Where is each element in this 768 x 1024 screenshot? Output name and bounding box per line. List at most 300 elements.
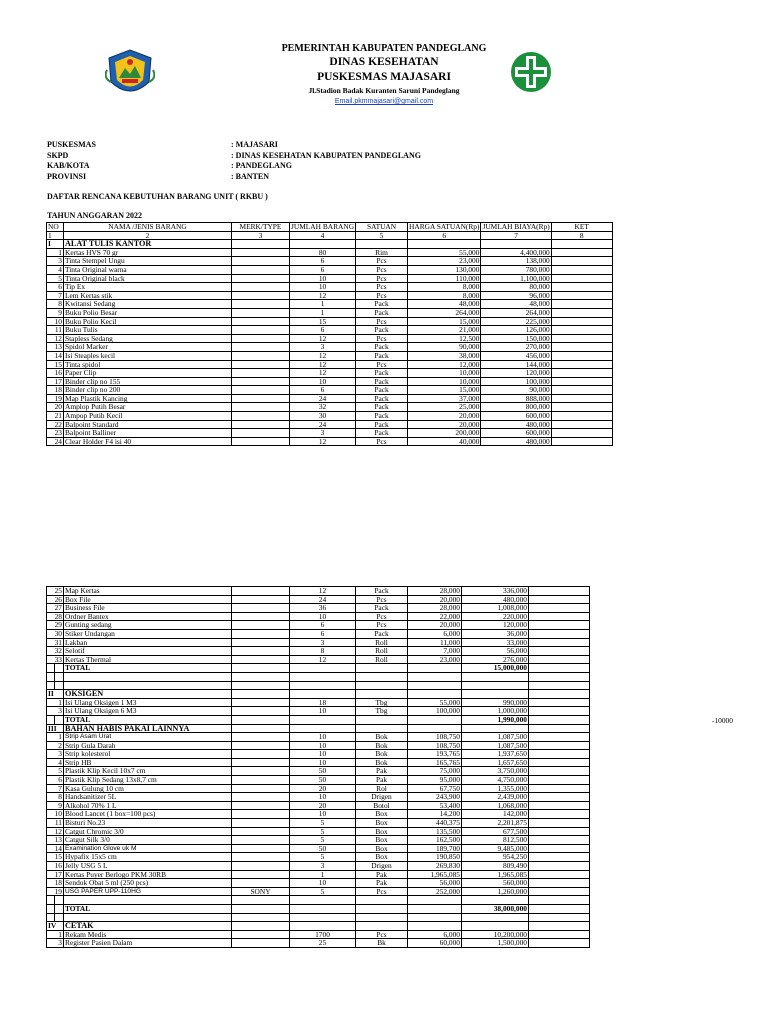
item-row [47, 698, 590, 707]
table-cell: Box [356, 853, 408, 862]
table-cell [356, 690, 408, 699]
item-row [47, 870, 590, 879]
table-cell [551, 291, 612, 300]
table-cell: 80 [290, 248, 356, 257]
table-cell: 150,000 [481, 334, 551, 343]
table-cell [232, 386, 290, 395]
table-cell: 21,000 [408, 326, 481, 335]
table-cell: 75,000 [408, 767, 462, 776]
table-cell: 10 [290, 707, 356, 716]
item-row [47, 621, 590, 630]
table-cell: 12 [290, 360, 356, 369]
table-cell: 5 [290, 853, 356, 862]
table-cell [47, 715, 55, 724]
item-row [47, 767, 590, 776]
table-cell: 25 [47, 587, 64, 596]
item-row [47, 853, 590, 862]
table-cell [232, 334, 290, 343]
table-cell: 23 [47, 429, 64, 438]
table-cell: Box [356, 844, 408, 853]
table-cell [529, 784, 590, 793]
table-cell [356, 672, 408, 681]
table-cell: 1 [290, 300, 356, 309]
table-cell [356, 240, 408, 249]
table-cell: Pack [356, 629, 408, 638]
table-cell [232, 291, 290, 300]
table-cell: 9,485,000 [462, 844, 529, 853]
table-cell [232, 862, 290, 871]
table-cell: 36,000 [462, 629, 529, 638]
table-cell [529, 715, 590, 724]
table-cell [232, 638, 290, 647]
table-cell [529, 904, 590, 913]
table-cell: 12 [290, 587, 356, 596]
side-note: -10000 [712, 716, 733, 726]
table-cell: 1 [47, 930, 64, 939]
table-cell [529, 724, 590, 733]
table-cell: 16 [47, 862, 64, 871]
table-cell: 5 [47, 274, 64, 283]
table-cell: 10 [290, 879, 356, 888]
table-cell: Strip HB [64, 758, 232, 767]
table-cell [551, 351, 612, 360]
table-cell: Bok [356, 750, 408, 759]
table-cell: Pack [356, 604, 408, 613]
table-cell: 12 [290, 351, 356, 360]
table-cell [529, 930, 590, 939]
item-row [47, 879, 590, 888]
table-cell: Alkohol 70% 1 L [64, 801, 232, 810]
table-cell: SONY [232, 887, 290, 896]
table-cell: 252,000 [408, 887, 462, 896]
table-cell: 1 [290, 308, 356, 317]
table-cell [232, 681, 290, 690]
table-cell: Pack [356, 369, 408, 378]
table-cell: Gunting sedang [64, 621, 232, 630]
table-cell: ALAT TULIS KANTOR [64, 240, 232, 249]
col-header: JUMLAH BARANG [291, 222, 355, 231]
table-cell: Pack [356, 394, 408, 403]
item-row [47, 403, 613, 412]
table-cell: Lem Kertas stik [64, 291, 232, 300]
table-cell: 1,087,500 [462, 741, 529, 750]
table-cell: 3 [47, 257, 64, 266]
table-cell [232, 939, 290, 948]
table-cell: 12 [290, 291, 356, 300]
table-cell: Map Kertas [64, 587, 232, 596]
document-title: DAFTAR RENCANA KEBUTUHAN BARANG UNIT ( RKBU ) [47, 192, 268, 201]
rkbu-table-page1 [46, 222, 613, 446]
table-cell: Catgut Chromic 3/0 [64, 827, 232, 836]
table-cell: Box [356, 827, 408, 836]
table-cell: 11 [47, 326, 64, 335]
table-cell: 20,000 [408, 412, 481, 421]
table-cell [529, 698, 590, 707]
table-cell: 5 [290, 836, 356, 845]
table-cell: 1,260,000 [462, 887, 529, 896]
table-cell: Lakban [64, 638, 232, 647]
table-cell: 2,201,875 [462, 819, 529, 828]
table-cell: 10 [290, 810, 356, 819]
table-cell [462, 896, 529, 905]
table-cell: 264,000 [481, 308, 551, 317]
table-cell: 1 [290, 870, 356, 879]
table-cell [232, 300, 290, 309]
info-value: : MAJASARI [231, 140, 278, 149]
table-cell: 12 [47, 334, 64, 343]
table-cell [356, 715, 408, 724]
table-cell: II [47, 690, 64, 699]
table-cell [290, 681, 356, 690]
table-cell: 16 [47, 369, 64, 378]
table-cell [551, 360, 612, 369]
table-cell [55, 715, 64, 724]
item-row [47, 810, 590, 819]
table-cell: 20,000 [408, 595, 462, 604]
table-cell [232, 810, 290, 819]
table-cell: Isi Steaples kecil [64, 351, 232, 360]
table-cell [290, 690, 356, 699]
table-cell: Pack [356, 403, 408, 412]
table-cell [551, 317, 612, 326]
table-cell [356, 664, 408, 673]
table-cell: 193,765 [408, 750, 462, 759]
table-cell [232, 879, 290, 888]
table-cell: 110,000 [408, 274, 481, 283]
table-cell: Pcs [356, 612, 408, 621]
table-cell [356, 681, 408, 690]
table-cell: USG PAPER UPP-110HG [64, 887, 232, 896]
table-cell [529, 707, 590, 716]
item-row [47, 793, 590, 802]
item-row [47, 758, 590, 767]
item-row [47, 291, 613, 300]
table-cell: 1,965,085 [408, 870, 462, 879]
table-cell: Pack [356, 343, 408, 352]
table-cell: 56,000 [462, 647, 529, 656]
table-cell: Catgut Silk 3/0 [64, 836, 232, 845]
table-cell [551, 240, 612, 249]
table-cell [290, 715, 356, 724]
item-row [47, 801, 590, 810]
table-cell: 10 [47, 810, 64, 819]
table-cell: 50 [290, 776, 356, 785]
table-cell: 6 [47, 283, 64, 292]
table-cell: 440,375 [408, 819, 462, 828]
table-cell [232, 715, 290, 724]
table-cell: 990,000 [462, 698, 529, 707]
item-row [47, 827, 590, 836]
item-row [47, 595, 590, 604]
table-cell: 22 [47, 420, 64, 429]
table-cell [64, 681, 232, 690]
table-cell [232, 664, 290, 673]
table-cell: Botol [356, 801, 408, 810]
table-cell: IV [47, 922, 64, 931]
table-cell [529, 604, 590, 613]
table-cell: 17 [47, 377, 64, 386]
table-cell: Pcs [356, 930, 408, 939]
table-cell [408, 724, 462, 733]
table-cell [551, 377, 612, 386]
header-email[interactable]: Email.pkmmajasari@gmail.com [334, 98, 434, 105]
table-cell [290, 724, 356, 733]
table-cell [232, 844, 290, 853]
table-cell: 1700 [290, 930, 356, 939]
table-cell: Ampop Putih Kecil [64, 412, 232, 421]
table-cell: 95,000 [408, 776, 462, 785]
table-cell [232, 629, 290, 638]
table-cell: 50 [290, 767, 356, 776]
table-cell [529, 922, 590, 931]
table-cell: 20,000 [408, 420, 481, 429]
table-cell: 32 [290, 403, 356, 412]
table-cell [64, 672, 232, 681]
col-number: 4 [290, 231, 356, 240]
table-cell: Tinta spidol [64, 360, 232, 369]
table-cell [462, 724, 529, 733]
info-value: : PANDEGLANG [231, 161, 292, 170]
table-cell: Kertas Puyer Berlogo PKM 30RB [64, 870, 232, 879]
table-cell: Tinta Original warna [64, 265, 232, 274]
table-cell [232, 377, 290, 386]
table-cell: 36 [290, 604, 356, 613]
table-cell: 190,850 [408, 853, 462, 862]
table-cell [232, 655, 290, 664]
table-cell: 126,000 [481, 326, 551, 335]
table-cell: Pcs [356, 887, 408, 896]
header-line3: PUSKESMAS MAJASARI [317, 71, 451, 83]
table-cell [529, 672, 590, 681]
table-cell: 22,000 [408, 612, 462, 621]
table-cell [551, 343, 612, 352]
table-cell: 4 [47, 265, 64, 274]
table-cell: 6 [290, 326, 356, 335]
table-cell: Pcs [356, 437, 408, 446]
table-cell: Roll [356, 647, 408, 656]
table-cell: 225,000 [481, 317, 551, 326]
table-cell [232, 793, 290, 802]
item-row [47, 308, 613, 317]
info-row [47, 140, 421, 151]
table-cell [232, 836, 290, 845]
table-cell: 560,000 [462, 879, 529, 888]
table-cell: 5 [290, 887, 356, 896]
table-cell: Amplop Putih Besar [64, 403, 232, 412]
table-cell: 33 [47, 655, 64, 664]
item-row [47, 369, 613, 378]
table-cell: 23,000 [408, 257, 481, 266]
table-cell: 24 [290, 394, 356, 403]
table-cell: 8,000 [408, 291, 481, 300]
table-cell [551, 248, 612, 257]
item-row [47, 326, 613, 335]
table-cell: 14 [47, 844, 64, 853]
table-cell: Pack [356, 377, 408, 386]
table-cell [232, 750, 290, 759]
item-row [47, 377, 613, 386]
fiscal-year: TAHUN ANGGARAN 2022 [47, 211, 142, 220]
col-number: 6 [408, 231, 481, 240]
table-cell: 243,900 [408, 793, 462, 802]
table-cell: Pcs [356, 595, 408, 604]
table-cell [408, 896, 462, 905]
table-cell: Map Plastik Kancing [64, 394, 232, 403]
table-cell: Bok [356, 758, 408, 767]
table-cell: Stiker Undangan [64, 629, 232, 638]
table-cell: Bisturi No.23 [64, 819, 232, 828]
table-cell: 264,000 [408, 308, 481, 317]
table-cell: 138,000 [481, 257, 551, 266]
table-cell: 38,000,000 [462, 904, 529, 913]
table-cell [529, 664, 590, 673]
table-cell [290, 672, 356, 681]
table-cell: 3 [290, 638, 356, 647]
table-cell: 8,000 [408, 283, 481, 292]
table-cell: 19 [47, 887, 64, 896]
table-cell: 8 [47, 793, 64, 802]
table-cell: 4,750,000 [462, 776, 529, 785]
table-cell: 12 [290, 334, 356, 343]
table-cell: TOTAL [64, 715, 232, 724]
item-row [47, 707, 590, 716]
table-cell: 108,750 [408, 741, 462, 750]
table-cell: 130,000 [408, 265, 481, 274]
table-cell [529, 887, 590, 896]
table-cell [356, 922, 408, 931]
table-cell [551, 403, 612, 412]
table-cell [551, 283, 612, 292]
table-cell [529, 647, 590, 656]
table-cell [55, 904, 64, 913]
table-cell: Pack [356, 420, 408, 429]
table-cell: 809,490 [462, 862, 529, 871]
section-header-row [47, 240, 613, 249]
table-cell: 1,965,085 [462, 870, 529, 879]
table-cell: 10,200,000 [462, 930, 529, 939]
table-cell: 4 [47, 758, 64, 767]
table-cell [290, 240, 356, 249]
table-cell [529, 681, 590, 690]
table-cell: Kwitansi Sedang [64, 300, 232, 309]
table-cell: 600,000 [481, 429, 551, 438]
table-cell: 780,000 [481, 265, 551, 274]
table-cell [47, 664, 55, 673]
table-cell: 108,750 [408, 733, 462, 742]
table-cell [290, 904, 356, 913]
table-cell: 50 [290, 844, 356, 853]
table-cell: 18 [290, 698, 356, 707]
table-cell: Rol [356, 784, 408, 793]
table-cell: Pcs [356, 360, 408, 369]
column-header-row [47, 223, 613, 232]
table-cell [529, 741, 590, 750]
table-cell: 12 [290, 655, 356, 664]
table-cell: 18 [47, 386, 64, 395]
table-cell [232, 904, 290, 913]
item-row [47, 887, 590, 896]
table-cell [529, 853, 590, 862]
info-key: PUSKESMAS [47, 140, 96, 149]
table-cell: 24 [290, 420, 356, 429]
table-cell: 3 [47, 750, 64, 759]
table-cell: Examination Glove uk M [64, 844, 232, 853]
table-cell [356, 913, 408, 922]
table-cell: 888,000 [481, 394, 551, 403]
table-cell: 12 [47, 827, 64, 836]
item-row [47, 612, 590, 621]
table-cell [232, 896, 290, 905]
table-cell [529, 870, 590, 879]
info-row [47, 151, 421, 162]
table-cell [462, 672, 529, 681]
table-cell: 90,000 [408, 343, 481, 352]
table-cell: 6 [290, 257, 356, 266]
table-cell: Buku Polio Kecil [64, 317, 232, 326]
table-cell [232, 403, 290, 412]
section-header-row [47, 724, 590, 733]
table-cell: 33,000 [462, 638, 529, 647]
table-cell: 1 [47, 248, 64, 257]
item-row [47, 394, 613, 403]
table-cell: 48,000 [408, 300, 481, 309]
table-cell: 20,000 [408, 621, 462, 630]
table-cell: 10 [290, 274, 356, 283]
table-cell: 18 [47, 879, 64, 888]
table-cell: III [47, 724, 64, 733]
table-cell [529, 758, 590, 767]
table-cell: Pack [356, 308, 408, 317]
section-header-row [47, 690, 590, 699]
table-cell: Clear Holder F4 isi 40 [64, 437, 232, 446]
table-cell: Pak [356, 776, 408, 785]
item-row [47, 248, 613, 257]
item-row [47, 655, 590, 664]
table-cell [529, 621, 590, 630]
table-cell: 90,000 [481, 386, 551, 395]
table-cell: 60,000 [408, 939, 462, 948]
table-cell: Register Pasien Dalam [64, 939, 232, 948]
col-header: JUMLAH BIAYA(Rp) [482, 222, 550, 231]
table-cell: 3 [290, 862, 356, 871]
table-cell [529, 587, 590, 596]
table-cell: 220,000 [462, 612, 529, 621]
table-cell: Kertas Thermal [64, 655, 232, 664]
table-cell: Buku Polio Besar [64, 308, 232, 317]
table-cell [529, 844, 590, 853]
table-cell [47, 904, 55, 913]
blank-row [47, 681, 590, 690]
table-cell [55, 681, 64, 690]
table-cell [481, 240, 551, 249]
table-cell: 10 [290, 758, 356, 767]
table-cell [462, 913, 529, 922]
item-row [47, 587, 590, 596]
table-cell: 10 [47, 317, 64, 326]
table-cell: 11 [47, 819, 64, 828]
table-cell: Selotif [64, 647, 232, 656]
table-cell [64, 913, 232, 922]
table-cell: 162,500 [408, 836, 462, 845]
table-cell [232, 257, 290, 266]
col-number: 5 [356, 231, 408, 240]
info-value: : DINAS KESEHATAN KABUPATEN PANDEGLANG [231, 150, 421, 160]
table-cell [529, 638, 590, 647]
table-cell: 27 [47, 604, 64, 613]
table-cell: 1,100,000 [481, 274, 551, 283]
item-row [47, 412, 613, 421]
table-cell: 3 [290, 343, 356, 352]
